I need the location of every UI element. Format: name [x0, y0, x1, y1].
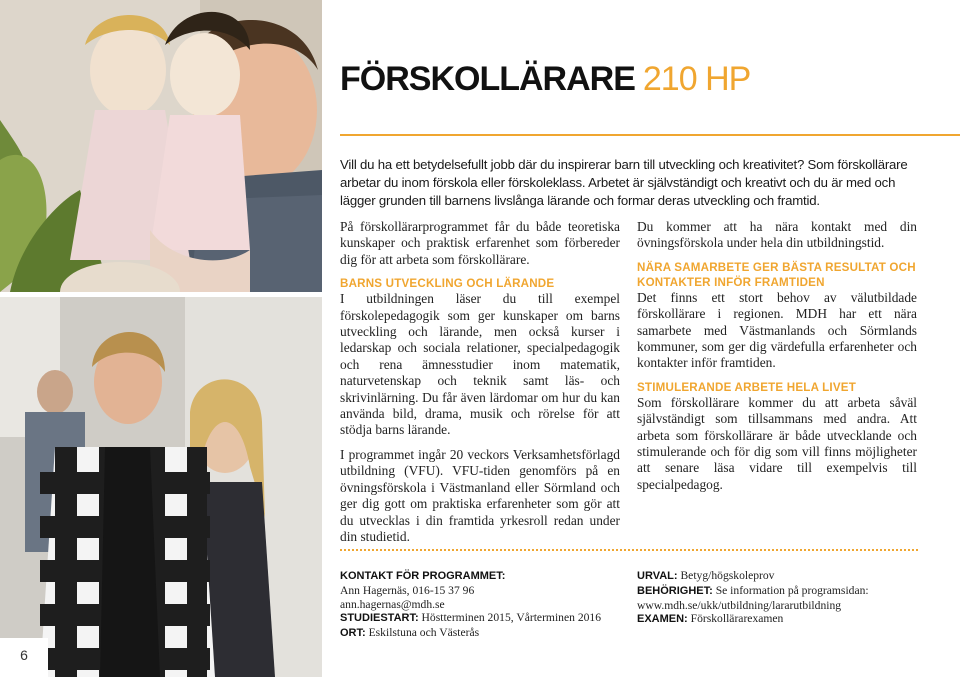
contact-divider: [340, 549, 918, 551]
right-paragraph-2: Det finns ett stort behov av välutbildade förskollärare i regionen. MDH har ett nära samarbete med Västmanlands och Sörmlands kommuner, som ger dig värdefulla erfarenheter och kontakter inför framtiden.: [637, 289, 917, 371]
photo-child-with-dolls: [0, 0, 322, 292]
degree-value: Förskollärarexamen: [690, 612, 784, 626]
location-value: Eskilstuna och Västerås: [368, 626, 480, 640]
right-paragraph-3: Som förskollärare kommer du att arbeta såväl självständigt som tillsammans med andra. Att arbeta som förskollärare är både utvecklande och stimulerande och för dig som vill finns möjligheter att senare läsa vidare till exempelvis till specialpedagog.: [637, 394, 917, 492]
program-url[interactable]: www.mdh.se/ukk/utbildning/lararutbildning: [637, 598, 842, 612]
degree-label: EXAMEN:: [637, 613, 688, 626]
left-paragraph-1: På förskollärarprogrammet får du både teoretiska kunskaper och praktisk erfarenhet som förbereder dig för att arbeta som förskollärare.: [340, 219, 620, 267]
contact-label: KONTAKT FÖR PROGRAMMET:: [340, 570, 506, 582]
left-paragraph-2: I utbildningen läser du till exempel förskolepedagogik som ger kunskaper om barns utveckling och lärande, men också kurser i ledarskap och sociala relationer, specialpedagogik och rena ämnesstudier inom matematik, naturvetenskap och teknik samt läs- och skrivinlärning. Du får även lärdomar om hur du kan använda bild, drama, musik och rörelse för att stödja barns lärande.: [340, 291, 620, 438]
contact-name-phone: Ann Hagernäs, 016-15 37 96: [340, 583, 475, 597]
title-divider: [340, 134, 960, 136]
selection-label: URVAL:: [637, 570, 678, 582]
admission-block: [637, 569, 927, 627]
start-label: STUDIESTART:: [340, 612, 419, 625]
photo-students: [0, 297, 322, 677]
page-title: [340, 60, 750, 99]
title-credits: 210 HP: [642, 60, 751, 98]
location-label: ORT:: [340, 627, 366, 640]
right-column: [637, 219, 917, 501]
right-paragraph-1: Du kommer att ha nära kontakt med din övningsförskola under hela din utbildningstid.: [637, 219, 917, 251]
contact-block: [340, 569, 625, 641]
selection-value: Betyg/högskoleprov: [680, 569, 775, 582]
eligibility-label: BEHÖRIGHET:: [637, 584, 713, 597]
heading-stimulerande-arbete: STIMULERANDE ARBETE HELA LIVET: [637, 380, 856, 394]
intro-paragraph: Vill du ha ett betydelsefullt jobb där du inspirerar barn till utveckling och kreativitet? Som förskollärare arbetar du inom förskola eller förskoleklass. Arbetet är självständigt och kreativt och du är med och lägger grunden till barnens livslånga lärande och formar deras utveckling och framtid.: [340, 157, 908, 209]
page-number: 6: [0, 638, 48, 677]
title-main: FÖRSKOLLÄRARE: [340, 60, 635, 98]
left-paragraph-3: I programmet ingår 20 veckors Verksamhetsförlagd utbildning (VFU). VFU-tiden genomförs på en övningsförskola i Västmanland eller Sörmland och ger dig gott om praktiska erfarenheter som gör att du utvecklas i din framtida yrkesroll redan under din studietid.: [340, 446, 620, 544]
start-value: Höstterminen 2015, Vårterminen 2016: [421, 611, 602, 625]
eligibility-value: Se information på programsidan:: [715, 583, 869, 597]
heading-nara-samarbete: NÄRA SAMARBETE GER BÄSTA RESULTAT OCH KONTAKTER INFÖR FRAMTIDEN: [637, 260, 916, 289]
left-column: [340, 219, 620, 553]
contact-email[interactable]: ann.hagernas@mdh.se: [340, 597, 445, 611]
heading-barns-utveckling: BARNS UTVECKLING OCH LÄRANDE: [340, 277, 555, 291]
